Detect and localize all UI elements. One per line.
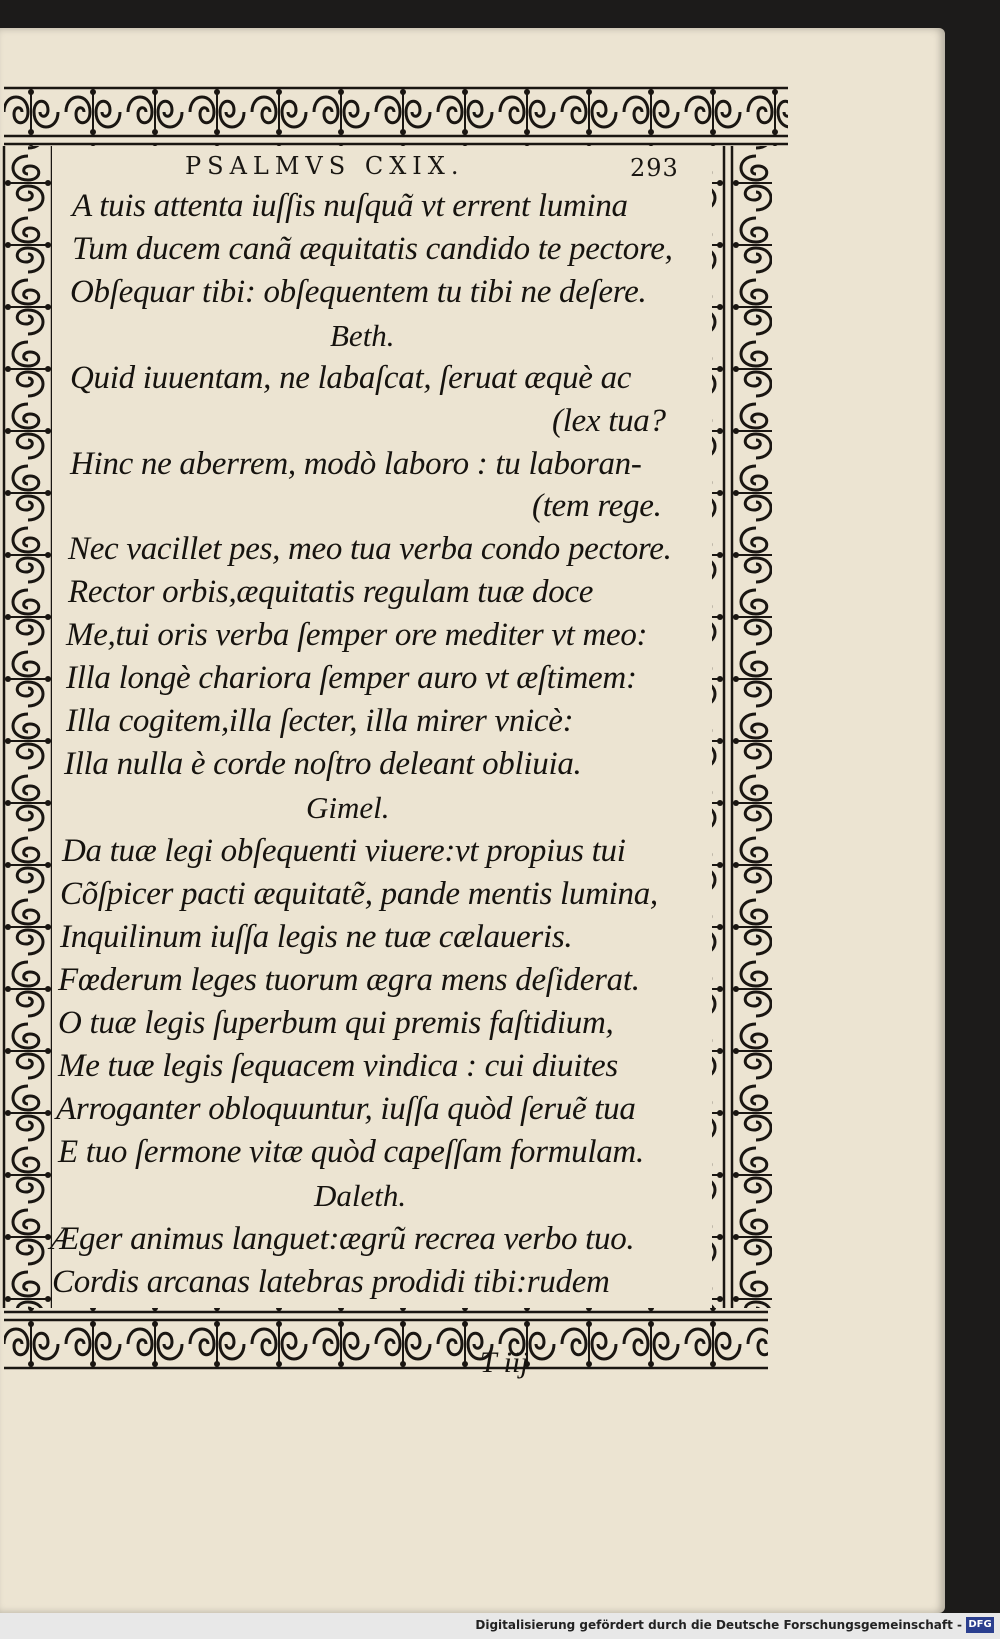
verse-line: Æger animus languet:ægrũ recrea verbo tuo. — [50, 1221, 635, 1257]
signature-mark: T iij — [480, 1346, 529, 1379]
verse-line: Cõſpicer pacti æquitatẽ, pande mentis lumina, — [60, 876, 658, 912]
verse-line: A tuis attenta iuſſis nuſquã vt errent lumina — [72, 188, 628, 224]
verse-line-continuation: (tem rege. — [532, 488, 662, 524]
verse-line: Cordis arcanas latebras prodidi tibi:rudem — [52, 1264, 610, 1300]
section-head: Beth. — [330, 318, 395, 353]
dfg-logo: DFG — [966, 1617, 994, 1633]
verse-line: Arroganter obloquuntur, iuſſa quòd ſeruẽ tua — [56, 1091, 636, 1127]
verse-line-continuation: (lex tua? — [552, 403, 666, 439]
verse-line: Inquilinum iuſſa legis ne tuæ cælaueris. — [60, 919, 573, 955]
verse-line: Da tuæ legi obſequenti viuere:vt propius tui — [62, 833, 626, 869]
footer-credit: Digitalisierung gefördert durch die Deutsche Forschungsgemeinschaft - — [475, 1618, 962, 1632]
verse-line: Rector orbis,æquitatis regulam tuæ doce — [68, 574, 594, 610]
verse-line: Fœderum leges tuorum ægra mens deſiderat. — [58, 962, 640, 998]
book-page — [0, 28, 945, 1613]
verse-line: Hinc ne aberrem, modò laboro : tu laboran- — [70, 446, 642, 482]
page-number: 293 — [630, 154, 679, 182]
section-head: Gimel. — [306, 790, 390, 825]
verse-line: Quid iuuentam, ne labaſcat, ſeruat æquè ac — [70, 360, 632, 396]
verse-line: Me tuæ legis ſequacem vindica : cui diuites — [58, 1048, 618, 1084]
verse-line: E tuo ſermone vitæ quòd capeſſam formulam. — [58, 1134, 644, 1170]
verse-line: Tum ducem canã æquitatis candido te pectore, — [72, 231, 673, 267]
verse-line: Illa longè chariora ſemper auro vt æſtimem: — [66, 660, 637, 696]
digitization-footer — [0, 1613, 1000, 1639]
running-title: PSALMVS CXIX. — [185, 152, 465, 180]
verse-line: Obſequar tibi: obſequentem tu tibi ne deſere. — [70, 274, 647, 310]
verse-line: Nec vacillet pes, meo tua verba condo pectore. — [68, 531, 672, 567]
verse-line: Me,tui oris verba ſemper ore mediter vt meo: — [66, 617, 648, 653]
verse-line: O tuæ legis ſuperbum qui premis faſtidium, — [58, 1005, 614, 1041]
verse-line: Illa cogitem,illa ſecter, illa mirer vnicè: — [66, 703, 574, 739]
section-head: Daleth. — [314, 1178, 407, 1213]
verse-line: Illa nulla è corde noſtro deleant obliuia. — [64, 746, 582, 782]
